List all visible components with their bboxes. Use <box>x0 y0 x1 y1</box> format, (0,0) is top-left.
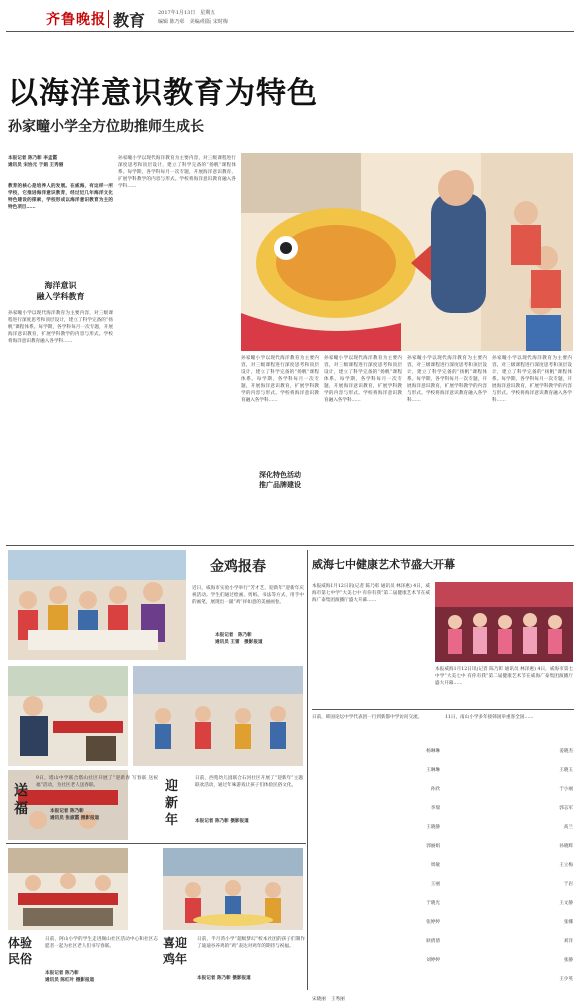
art-festival-text-col2: 本报威海1月12日讯(记者 陈乃彰 通讯员 林泽惠) 4日，威海市第七中学“大美七中 有你有我”第二届健康艺术节在威海广泰集团演播厅盛大开幕…… <box>435 667 573 686</box>
art-festival-title: 威海七中健康艺术节盛大开幕 <box>312 558 455 571</box>
main-byline: 本报记者 陈乃彰 李孟霞 通讯员 宋协元 于娟 王秀丽 <box>8 156 64 168</box>
yingxinnian-photo <box>133 666 303 766</box>
main-lead: 教育的核心是培养人的发展。在威海，有这样一所学校，它推进海洋意识教育，经过近几年海洋文化特色建设的探索，学校形成以海洋意识教育为主的特色项目…… <box>8 184 113 210</box>
section-rule-1 <box>6 545 574 546</box>
songfu-vertical-label: 送福 <box>14 783 28 817</box>
brief-item: 姜晓杰 <box>559 749 573 754</box>
briefs-col2 <box>445 736 573 983</box>
main-photo <box>241 153 573 351</box>
section-rule-3 <box>6 843 306 844</box>
brief-item: 高兰 <box>563 825 573 830</box>
main-heading-1: 海洋意识 融入学科教育 <box>36 280 85 301</box>
brief-item: 王晓玉 <box>559 768 573 773</box>
brief-item: 杨琳琳 <box>426 749 440 754</box>
main-body-col3: 孙家疃小学以现代海洋教育为主要内容，对三级课程进行深度思考和顶层设计，建立了科学完备的“扬帆”课程体系。每学期，各学科每月一次专题，开展海洋意识教育，扩展学科教学的内容与形式。学校将海洋意识教育融入各学科…… <box>241 356 319 403</box>
art-festival-photo <box>435 582 573 662</box>
briefs-intro-2: 11日，南山小学多年接韩国举重客全国…… <box>445 715 534 720</box>
jinji-photo <box>8 550 186 660</box>
brief-item: 张婷婷 <box>426 920 440 925</box>
xiying-photo <box>163 848 303 930</box>
brief-overflow <box>312 985 574 1002</box>
brief-item: 周敏 <box>430 863 440 868</box>
brief-item: 于岩 <box>563 882 573 887</box>
xiying-text: 日前，半月湾小学“超级梦幻”校本社团的孩子们制作了迪迪谷养鸡的“鸡”表达对鸡年的期待与祝福。 <box>197 937 305 949</box>
brief-item: 耿倩倩 <box>426 939 440 944</box>
yingxinnian-credit: 本报记者 陈乃彰 摄影报道 <box>195 819 249 824</box>
jinji-title: 金鸡报春 <box>210 559 266 575</box>
briefs-col1 <box>312 736 440 964</box>
brief-item: 王文静 <box>559 901 573 906</box>
main-subheadline: 孙家疃小学全方位助推师生成长 <box>8 119 204 135</box>
main-body-col6: 孙家疃小学以现代海洋教育为主要内容，对三级课程进行深度思考和顶层设计，建立了科学完备的“扬帆”课程体系。每学期，各学科每月一次专题，开展海洋意识教育，扩展学科教学的内容与形式。学校将海洋意识教育融入各学科…… <box>492 356 572 403</box>
brief-item: 郭志军 <box>559 806 573 811</box>
brief-item: 孙晓辉 <box>559 844 573 849</box>
brief-item: 孙欣 <box>430 787 440 792</box>
section-rule-2 <box>312 709 574 710</box>
tiyan-text: 日前，阿山小学的学生走进阁山社区活动中心和社区志愿者一起为社区老人们书写春联。 <box>45 937 158 949</box>
songfu-credit: 本报记者 陈乃彰 通讯员 张淑霞 摄影报道 <box>50 809 100 821</box>
section-divider <box>108 10 109 28</box>
date-line: 2017年1月13日 星期五 <box>158 10 216 16</box>
vertical-rule <box>307 550 308 990</box>
brief-item: 张静 <box>563 958 573 963</box>
editor-line: 编辑 陈乃彰 美编/组版 宋时梅 <box>158 19 228 25</box>
tiyan-credit: 本报记者 陈乃彰 通讯员 陈红叶 摄影报道 <box>45 971 95 983</box>
jinji-text: 近日，威海市实验小学举行“芳才艺，迎新年”迎新年庆祝活动。学生们通过绘画、剪纸、书法等方式，用手中的画笔，展现出一副“鸡”祥如意的美丽画卷。 <box>192 586 304 605</box>
brief-item: 王秀丽 <box>330 997 345 1002</box>
art-festival-text-col1: 本报威海1月12日讯(记者 陈乃彰 通讯员 林泽惠) 4日，威海市第七中学“大美七中 有你有我”第二届健康艺术节在威海广泰集团演播厅盛大开幕…… <box>312 584 430 603</box>
brief-item: 王丽 <box>430 882 440 887</box>
brief-item: 于晓光 <box>426 901 440 906</box>
yingxinnian-text: 日前，西苑幼儿园联合石河社区开展了“迎新年”主题联欢活动，通过年味游戏让孩子们体验民俗文化。 <box>195 776 303 788</box>
jinji-credit: 本报记者 陈乃彰 通讯员 王雷 摄影报道 <box>215 633 263 645</box>
songfu-text: 9日，塔山中学联合塔山社区开展了“迎新春 写春联 送祝福”活动，为社区老人送春联。 <box>36 776 158 788</box>
paper-name: 齐鲁晚报 <box>46 12 106 28</box>
brief-item: 宋晓丽 <box>312 997 326 1002</box>
brief-item: 刘婷婷 <box>426 958 440 963</box>
section-title: 教育 <box>113 11 146 30</box>
tiyan-vertical-label: 体验民俗 <box>8 936 33 966</box>
brief-item: 王立梅 <box>559 863 573 868</box>
brief-item: 郭丽娟 <box>426 844 440 849</box>
main-body-col2: 孙家疃小学以现代海洋教育为主要内容，对三级课程进行深度思考和顶层设计，建立了科学完备的“扬帆”课程体系。每学期，各学科每月一次专题，开展海洋意识教育，扩展学科教学的内容与形式。学校将海洋意识教育融入各学科…… <box>118 156 236 189</box>
songfu-photo <box>8 666 128 766</box>
brief-item: 王少英 <box>559 977 573 982</box>
main-body-col1: 孙家疃小学以现代海洋教育为主要内容，对三级课程进行深度思考和顶层设计，建立了科学完备的“扬帆”课程体系。每学期，各学科每月一次专题，开展海洋意识教育，扩展学科教学的内容与形式。学校将海洋意识教育融入各学科…… <box>8 311 113 344</box>
brief-item: 刘洋 <box>563 939 573 944</box>
main-headline: 以海洋意识教育为特色 <box>8 76 318 111</box>
main-heading-2: 深化特色活动 推广品牌建设 <box>241 470 319 490</box>
brief-item: 王琳琳 <box>426 768 440 773</box>
main-body-col5: 孙家疃小学以现代海洋教育为主要内容，对三级课程进行深度思考和顶层设计，建立了科学完备的“扬帆”课程体系。每学期，各学科每月一次专题，开展海洋意识教育，扩展学科教学的内容与形式。学校将海洋意识教育融入各学科…… <box>407 356 487 403</box>
main-body-col4: 孙家疃小学以现代海洋教育为主要内容，对三级课程进行深度思考和顶层设计，建立了科学完备的“扬帆”课程体系。每学期，各学科每月一次专题，开展海洋意识教育，扩展学科教学的内容与形式。学校将海洋意识教育融入各学科…… <box>324 356 402 403</box>
yingxinnian-vertical-label: 迎新年 <box>165 779 179 828</box>
masthead-rule <box>6 31 574 32</box>
brief-item: 王晓静 <box>426 825 440 830</box>
brief-item: 于小丽 <box>559 787 573 792</box>
xiying-vertical-label: 喜迎鸡年 <box>163 936 188 966</box>
brief-item: 张娜 <box>563 920 573 925</box>
brief-item: 李瑞 <box>430 806 440 811</box>
briefs-intro: 日前，韩国论坛中学代表团一行到新都中学访问交流。 <box>312 715 423 720</box>
tiyan-photo <box>8 848 128 930</box>
xiying-credit: 本报记者 陈乃彰 摄影报道 <box>197 976 251 981</box>
